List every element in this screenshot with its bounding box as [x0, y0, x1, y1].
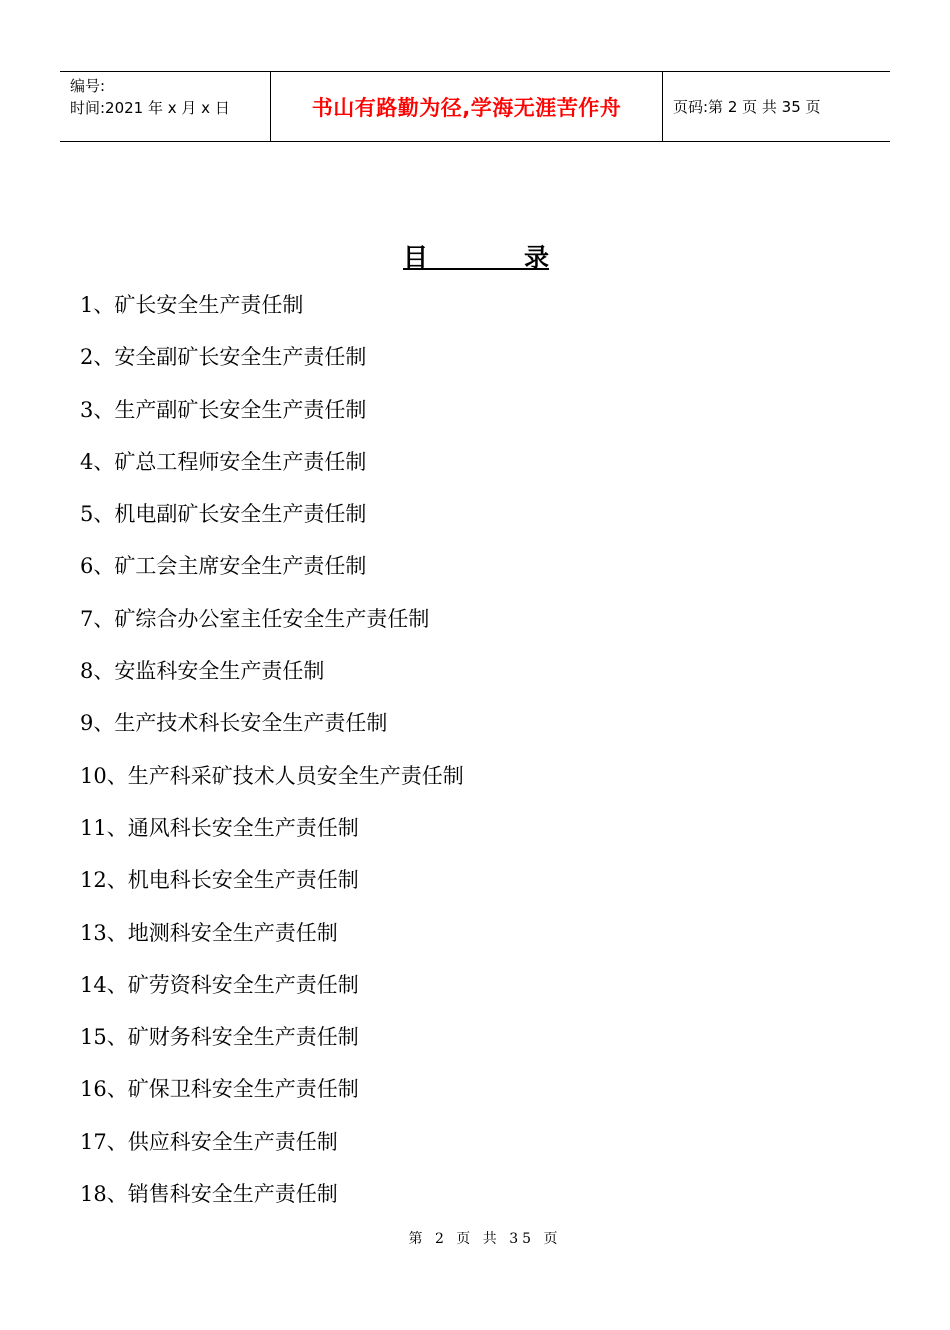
toc-item: 11、通风科长安全生产责任制: [80, 815, 359, 840]
toc-item: 7、矿综合办公室主任安全生产责任制: [80, 606, 430, 631]
toc-item: 8、安监科安全生产责任制: [80, 659, 325, 684]
document-number-label: 编号:: [70, 77, 106, 95]
header-motto: 书山有路勤为径,学海无涯苦作舟: [271, 72, 663, 141]
header-meta: [60, 72, 271, 141]
toc-item: 15、矿财务科安全生产责任制: [80, 1025, 359, 1050]
toc-item: 5、机电副矿长安全生产责任制: [80, 502, 367, 527]
page-footer: 第 2 页 共 35 页: [408, 1231, 562, 1247]
toc-list: [80, 290, 464, 1231]
toc-item: 6、矿工会主席安全生产责任制: [80, 554, 367, 579]
toc-item: 16、矿保卫科安全生产责任制: [80, 1077, 359, 1102]
toc-item: 2、安全副矿长安全生产责任制: [80, 345, 367, 370]
toc-item: 10、生产科采矿技术人员安全生产责任制: [80, 763, 464, 788]
toc-item: 18、销售科安全生产责任制: [80, 1182, 338, 1207]
toc-item: 9、生产技术科长安全生产责任制: [80, 711, 388, 736]
toc-title: [403, 238, 549, 270]
toc-title-right: 录: [523, 243, 549, 272]
toc-item: 4、矿总工程师安全生产责任制: [80, 449, 367, 474]
toc-item: 13、地测科安全生产责任制: [80, 920, 338, 945]
toc-item: 3、生产副矿长安全生产责任制: [80, 397, 367, 422]
page-header: [60, 71, 890, 142]
toc-item: 1、矿长安全生产责任制: [80, 293, 304, 317]
header-page-label: 页码:第 2 页 共 35 页: [673, 98, 821, 116]
document-time-label: 时间:2021 年 x 月 x 日: [70, 99, 230, 117]
toc-item: 17、供应科安全生产责任制: [80, 1129, 338, 1154]
toc-title-left: 目: [403, 243, 429, 272]
toc-item: 14、矿劳资科安全生产责任制: [80, 972, 359, 997]
toc-item: 12、机电科长安全生产责任制: [80, 868, 359, 893]
